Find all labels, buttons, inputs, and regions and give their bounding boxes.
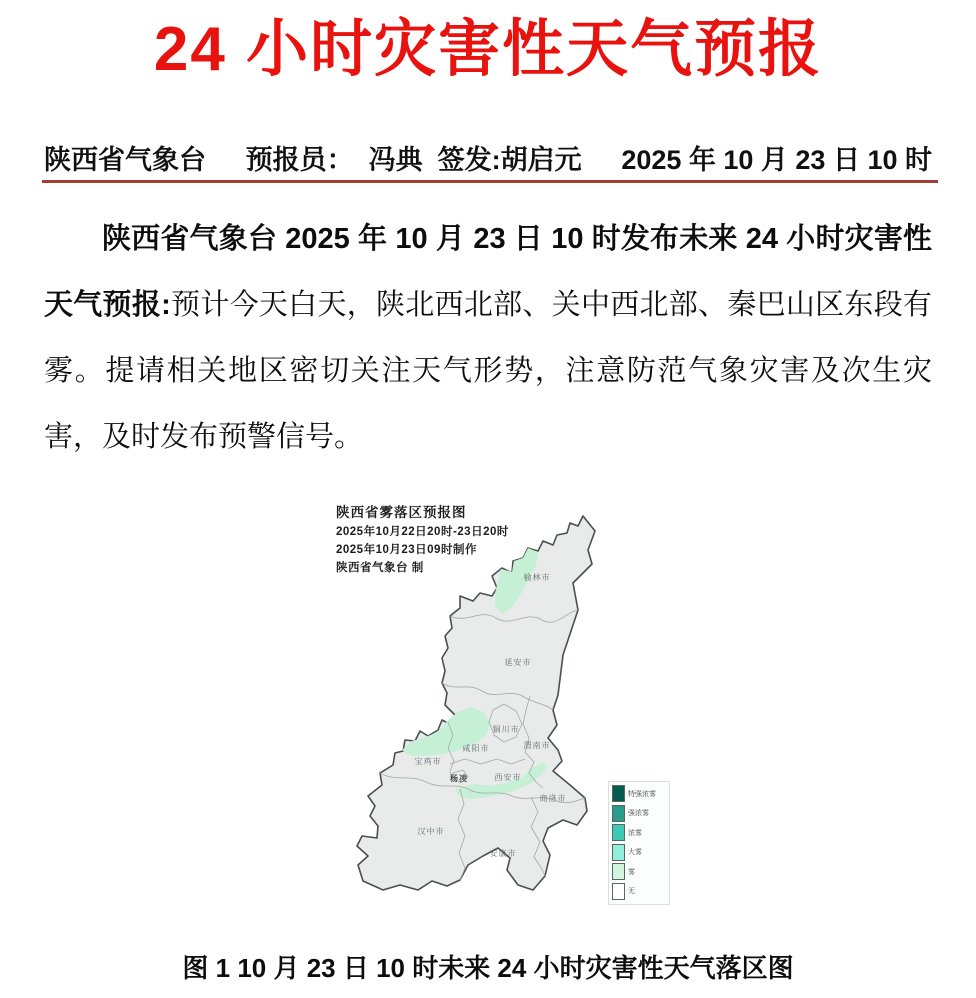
legend-row: [612, 804, 669, 824]
legend-row: [612, 823, 669, 843]
legend-label: 强浓雾: [628, 810, 649, 818]
forecast-paragraph: [44, 206, 932, 470]
page-title: 24 小时灾害性天气预报: [153, 15, 823, 84]
city-label-延安市: 延安市: [504, 658, 532, 667]
forecast-lead-text: 陕西省气象台 2025 年 10 月 23 日 10 时发布未来 24 小时灾害性天气预报:: [44, 223, 932, 321]
legend-label: 特强浓雾: [628, 790, 656, 798]
map-made-time: 2025年10月23日09时制作: [336, 544, 477, 556]
legend-swatch: [612, 883, 625, 900]
legend-swatch: [612, 863, 625, 880]
legend-row: [612, 882, 669, 902]
city-label-渭南市: 渭南市: [523, 741, 551, 750]
legend-label: 无: [628, 888, 635, 896]
legend-label: 大雾: [628, 849, 642, 857]
city-label-安康市: 安康市: [489, 849, 517, 858]
fog-forecast-map: [300, 498, 680, 938]
legend-swatch: [612, 824, 625, 841]
legend-row: [612, 843, 669, 863]
legend-swatch: [612, 805, 625, 822]
city-label-汉中市: 汉中市: [417, 827, 445, 836]
legend-label: 浓雾: [628, 829, 642, 837]
header-signers: 预报员： 冯典 签发:胡启元: [245, 144, 582, 175]
header-datetime: 2025 年 10 月 23 日 10 时: [621, 144, 932, 175]
map-title: 陕西省雾落区预报图: [336, 505, 467, 520]
legend-row: [612, 862, 669, 882]
figure-caption: 图 1 10 月 23 日 10 时未来 24 小时灾害性天气落区图: [182, 953, 794, 983]
city-label-榆林市: 榆林市: [523, 573, 551, 582]
city-label-咸阳市: 咸阳市: [462, 744, 490, 753]
map-valid-period: 2025年10月22日20时-23日20时: [336, 526, 509, 538]
map-title-block: [336, 504, 556, 577]
city-label-宝鸡市: 宝鸡市: [414, 757, 442, 766]
legend-row: [612, 784, 669, 804]
red-divider-rule: [42, 180, 938, 183]
doc-header: [44, 136, 932, 178]
city-label-商洛市: 商洛市: [539, 794, 567, 803]
header-agency: 陕西省气象台: [44, 144, 206, 175]
city-label-西安市: 西安市: [494, 773, 522, 782]
map-legend: [608, 781, 670, 905]
forecast-body-text: 预计今天白天，陕北西北部、关中西北部、秦巴山区东段有雾。提请相关地区密切关注天气形势，注意防范气象灾害及次生灾害，及时发布预警信号。: [44, 289, 932, 453]
city-label-杨凌: 杨凌: [450, 774, 468, 783]
city-label-铜川市: 铜川市: [492, 725, 520, 734]
legend-swatch: [612, 844, 625, 861]
map-credit: 陕西省气象台 制: [336, 562, 424, 574]
legend-swatch: [612, 785, 625, 802]
legend-label: 雾: [628, 868, 635, 876]
